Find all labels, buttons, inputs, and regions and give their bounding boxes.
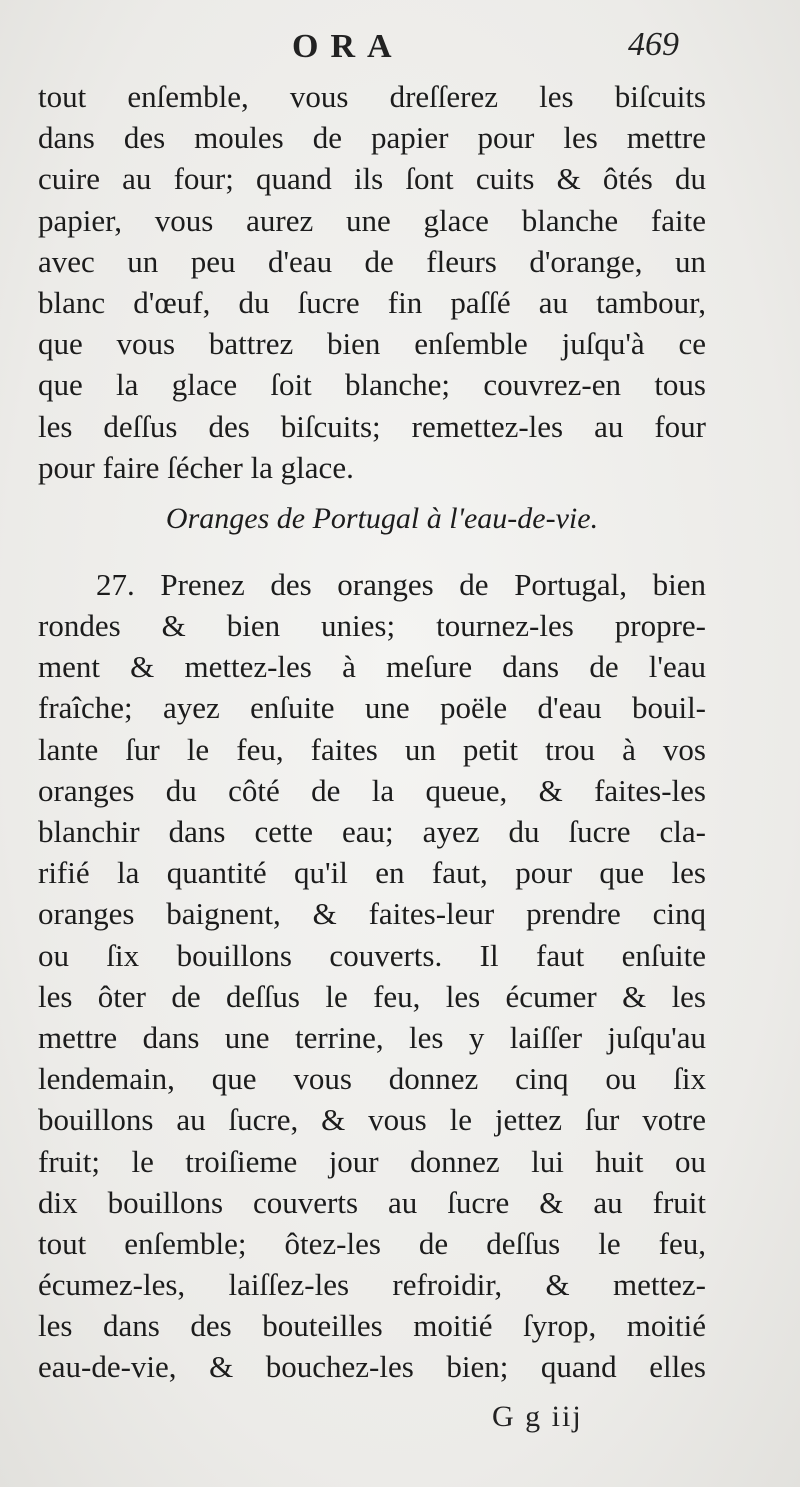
text-line: écumez-les, laiſſez-les refroidir, & mettez-: [38, 1267, 706, 1303]
text-line: cuire au four; quand ils ſont cuits & ôtés du: [38, 161, 706, 197]
text-line: papier, vous aurez une glace blanche faite: [38, 202, 706, 238]
text-line: mettre dans une terrine, les y laiſſer juſqu'au: [38, 1019, 706, 1055]
running-head: ORA: [292, 28, 404, 65]
text-line: 27. Prenez des oranges de Portugal, bien: [96, 566, 706, 602]
text-line: pour faire ſécher la glace.: [38, 449, 354, 485]
text-block: [38, 76, 706, 1388]
text-line: blanc d'œuf, du ſucre fin paſſé au tambour,: [38, 284, 706, 320]
page-header: [0, 22, 800, 72]
paragraph-continued: [38, 76, 706, 488]
text-line: lendemain, que vous donnez cinq ou ſix: [38, 1061, 706, 1097]
text-line: rifié la quantité qu'il en faut, pour que les: [38, 855, 706, 891]
text-line: que la glace ſoit blanche; couvrez-en tous: [38, 367, 706, 403]
text-line: eau-de-vie, & bouchez-les bien; quand elles: [38, 1349, 706, 1385]
paragraph-27: [38, 564, 706, 1388]
text-line: dans des moules de papier pour les mettre: [38, 120, 706, 156]
text-line: ou ſix bouillons couverts. Il faut enſuite: [38, 937, 706, 973]
text-line: blanchir dans cette eau; ayez du ſucre cla-: [38, 814, 706, 849]
page-number: 469: [628, 26, 679, 63]
text-line: tout enſemble, vous dreſſerez les biſcuits: [38, 79, 706, 114]
text-line: bouillons au ſucre, & vous le jettez ſur votre: [38, 1102, 706, 1138]
text-line: fruit; le troiſieme jour donnez lui huit ou: [38, 1143, 706, 1179]
text-line: les ôter de deſſus le feu, les écumer & les: [38, 978, 706, 1014]
text-line: les deſſus des biſcuits; remettez-les au four: [38, 408, 706, 444]
text-line: avec un peu d'eau de fleurs d'orange, un: [38, 243, 706, 279]
text-line: lante ſur le feu, faites un petit trou à vos: [38, 731, 706, 767]
text-line: les dans des bouteilles moitié ſyrop, moitié: [38, 1308, 706, 1344]
section-heading: Oranges de Portugal à l'eau-de-vie.: [165, 501, 599, 535]
text-line: dix bouillons couverts au ſucre & au fruit: [38, 1184, 706, 1220]
text-line: que vous battrez bien enſemble juſqu'à ce: [38, 326, 706, 362]
text-line: ment & mettez-les à meſure dans de l'eau: [38, 649, 706, 685]
text-line: tout enſemble; ôtez-les de deſſus le feu,: [38, 1225, 706, 1261]
text-line: fraîche; ayez enſuite une poële d'eau bouil-: [38, 690, 706, 726]
spacer: [38, 550, 706, 564]
signature-mark: G g iij: [492, 1400, 583, 1433]
text-line: oranges du côté de la queue, & faites-les: [38, 772, 706, 808]
text-line: rondes & bien unies; tournez-les propre-: [38, 608, 706, 644]
text-line: oranges baignent, & faites-leur prendre cinq: [38, 896, 706, 932]
